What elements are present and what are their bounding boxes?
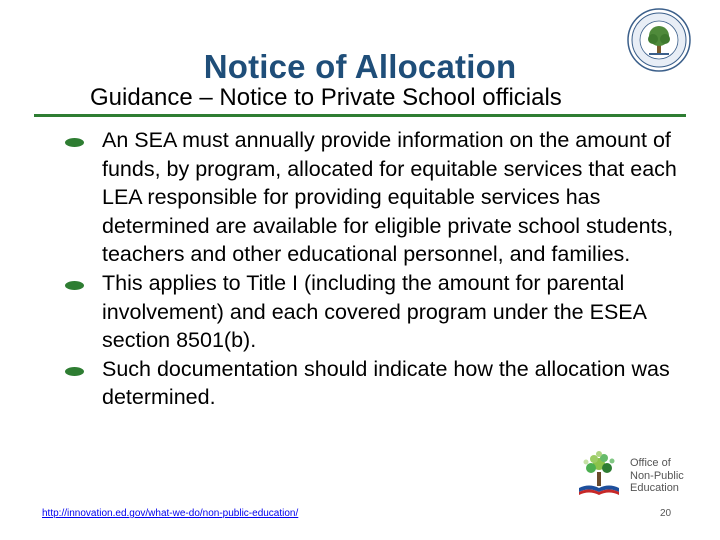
title-divider <box>34 114 686 117</box>
bullet-icon <box>65 367 84 376</box>
bullet-item <box>60 355 680 412</box>
slide-subtitle: Guidance – Notice to Private School officials <box>90 84 562 111</box>
bullet-text: An SEA must annually provide information on the amount of funds, by program, allocated for equitable services that each LEA responsible for providing equitable services has determined are available for eligible private school students, teachers and other educational personnel, and families. <box>102 128 677 267</box>
footer-link[interactable]: http://innovation.ed.gov/what-we-do/non-public-education/ <box>42 508 299 519</box>
bullet-item <box>60 269 680 355</box>
bullet-item <box>60 126 680 269</box>
slide-title: Notice of Allocation <box>203 48 517 85</box>
page-number: 20 <box>660 508 672 519</box>
bullet-icon <box>65 281 84 290</box>
logo-line: Office of <box>630 457 671 469</box>
logo-line: Education <box>630 482 679 494</box>
bullet-list <box>60 126 680 412</box>
bullet-icon <box>65 138 84 147</box>
bullet-text: This applies to Title I (including the amount for parental involvement) and each covered program under the ESEA section 8501(b). <box>102 270 646 353</box>
logo-text <box>630 457 684 495</box>
bullet-text: Such documentation should indicate how the allocation was determined. <box>102 356 670 410</box>
logo-line: Non-Public <box>630 469 684 482</box>
